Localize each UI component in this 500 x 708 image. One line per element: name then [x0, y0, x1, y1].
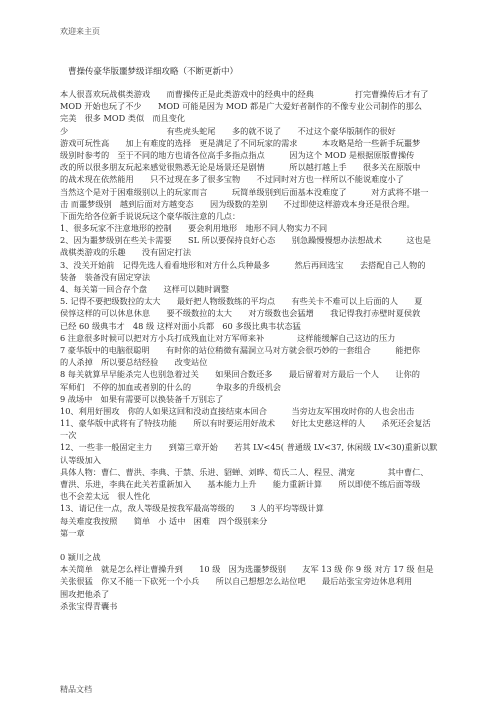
text-line: 已经 60 级典韦才 48 级 这样对面小兵都 60 多级比典韦状态猛 — [60, 320, 301, 331]
text-line: 下面先给各位新手说说玩这个豪华版注意的几点： — [60, 210, 241, 221]
text-line: 0 颍川之战 — [60, 551, 101, 562]
text-line: 13、请记住一点，敌人等级是按我军最高等级的 3 人的平均等级计算 — [60, 503, 324, 514]
text-line: 第一章 — [60, 527, 85, 538]
document-title: 曹操传豪华版噩梦级详细攻略（不断更新中） — [68, 67, 239, 77]
text-line: 关张很猛 你又不能一下砍死一个小兵 所以自己想想怎么站位吧 最后站张宝旁边休息利用 — [60, 576, 413, 587]
text-line: 曹洪、乐进，李典在此关若重新加入 基本能力上升 能力重新计算 所以即使不练后面等级 — [60, 479, 421, 489]
text-line: 杀张宝得青囊书 — [60, 600, 118, 611]
chapter-section — [60, 551, 450, 612]
paragraph-gap — [60, 539, 450, 551]
text-line: 围攻把他杀了 — [60, 588, 110, 599]
text-line: 3、没关开始前 记得先选人看看地形和对方什么兵种最多 然后再回选宝 去搭配自己人物的 — [60, 259, 426, 270]
text-line: 少 有些虎头蛇尾 多的就不说了 不过这个豪华版制作的很好 — [60, 125, 396, 136]
text-line: 一次 — [60, 430, 77, 441]
text-line: 具体人物：曹仁、曹洪、李典、于禁、乐进、貂蝉、刘晔、荀氏二人、程昱、满宠 其中曹仁、 — [60, 466, 429, 477]
text-line: 12、一些非一般固定主力 到第三章开始 若其 LV<45( 普通级 LV<37, 休闲级 LV<30)重新以默 — [60, 442, 438, 453]
text-line: 改的所以很多朋友玩起来感觉很熟悉无论是场景还是剧情 所以越打越上手 很多关在原版中 — [60, 162, 421, 173]
text-line: 2、因为噩梦级别在些关卡需要 SL 所以要保持良好心态 别急躁慢慢想办法想战术 这也是 — [60, 235, 431, 246]
text-line: 的人杀掉 所以要总结经验 改变站位 — [60, 357, 208, 368]
text-line: 当然这个是对于困难级别以上的玩家而言 玩简单级别到后面基本没难度了 对方武将不堪一 — [60, 186, 429, 197]
text-line: 击 而噩梦级别 越到后面对方越变态 因为级数的差别 不过即使这样游戏本身还是很合理。 — [60, 198, 415, 209]
text-line: 9 战场中 如果有需要可以换装备千万别忘了 — [60, 393, 224, 404]
text-line: 每关难度我按照 简单 小 适中 困难 四个级别来分 — [60, 515, 268, 526]
text-line: 侯惇这样的可以休息休息 要不级数拉的太大 对方级数也会猛增 我记得我打赤壁时夏侯敦 — [60, 308, 421, 319]
text-line: 本关简单 就是怎么样让曹操升到 10 级 因为选噩梦级别 友军 13 级 你 9 级 对方 17 级 但是 — [60, 564, 434, 575]
text-line: 11、豪华版中武将有了特技功能 所以有时要运用好战术 好比太史慈这样的人 杀死还会复活 — [60, 418, 431, 429]
text-line: 游戏可玩性高 加上有难度的选择 更是满足了不同玩家的需求 本攻略是给一些新手玩噩梦 — [60, 137, 421, 148]
text-line: 本人很喜欢玩战棋类游戏 而曹操传正是此类游戏中的经典中的经典 打完曹操传后才有了 — [60, 89, 429, 99]
body-paragraphs — [60, 88, 450, 539]
page-header: 欢迎来主页 — [60, 27, 100, 36]
text-line: 10、利用好围攻 你的人如果这回和没动直接结束本回合 当旁边友军围攻时你的人也会出击 — [60, 405, 415, 416]
text-line: MOD 开始也玩了不少 MOD 可能是因为 MOD 都是广大爱好者制作的不像专业公司制作的那么 — [60, 101, 422, 112]
text-line: 级别时参考的 至于不同的地方也请各位高手多指点指点 因为这个 MOD 是根据原版曹操传 — [60, 149, 415, 160]
text-line: 装备 装备没有固定穿法 — [60, 271, 151, 282]
text-line: 7 豪华版中的电脑很聪明 有时你的站位稍微有漏洞立马对方就会很巧妙的一套组合 能把你 — [60, 344, 420, 355]
document-body — [60, 88, 450, 612]
text-line: 4、每关第一回合存个盘 这样可以随时调整 — [60, 284, 229, 294]
text-line: 5. 记得不要把级数拉的太大 最好把人物级数练的平均点 有些关卡不难可以上后面的人 夏 — [60, 296, 423, 307]
text-line: 6 注意很多时候可以把对方小兵打成残血让对方军师来补 这样能缓解自己这边的压力 — [60, 332, 396, 343]
text-line: 战棋类游戏的乐趣 没有固定打法 — [60, 247, 192, 258]
page-footer: 精品文档 — [60, 685, 92, 694]
text-line: 的战术现在依然能用 只不过现在多了很多宝物 不过同时对方也一样所以不能说难度小了 — [60, 174, 404, 185]
text-line: 认等级加入 — [60, 454, 101, 465]
text-line: 1、很多玩家不注意地形的控制 要会利用地形 地形不同人物实力不同 — [60, 223, 328, 234]
text-line: 8 每关就算早早能杀完人也别急着过关 如果回合数还多 最后留着对方最后一个人 让你的 — [60, 369, 420, 380]
text-line: 完美 很多 MOD 类似 而且变化 — [60, 113, 186, 124]
text-line: 军师们 不停的加血或者别的什么的 争取多的升级机会 — [60, 381, 282, 392]
text-line: 也不会差太远 很人性化 — [60, 491, 151, 502]
